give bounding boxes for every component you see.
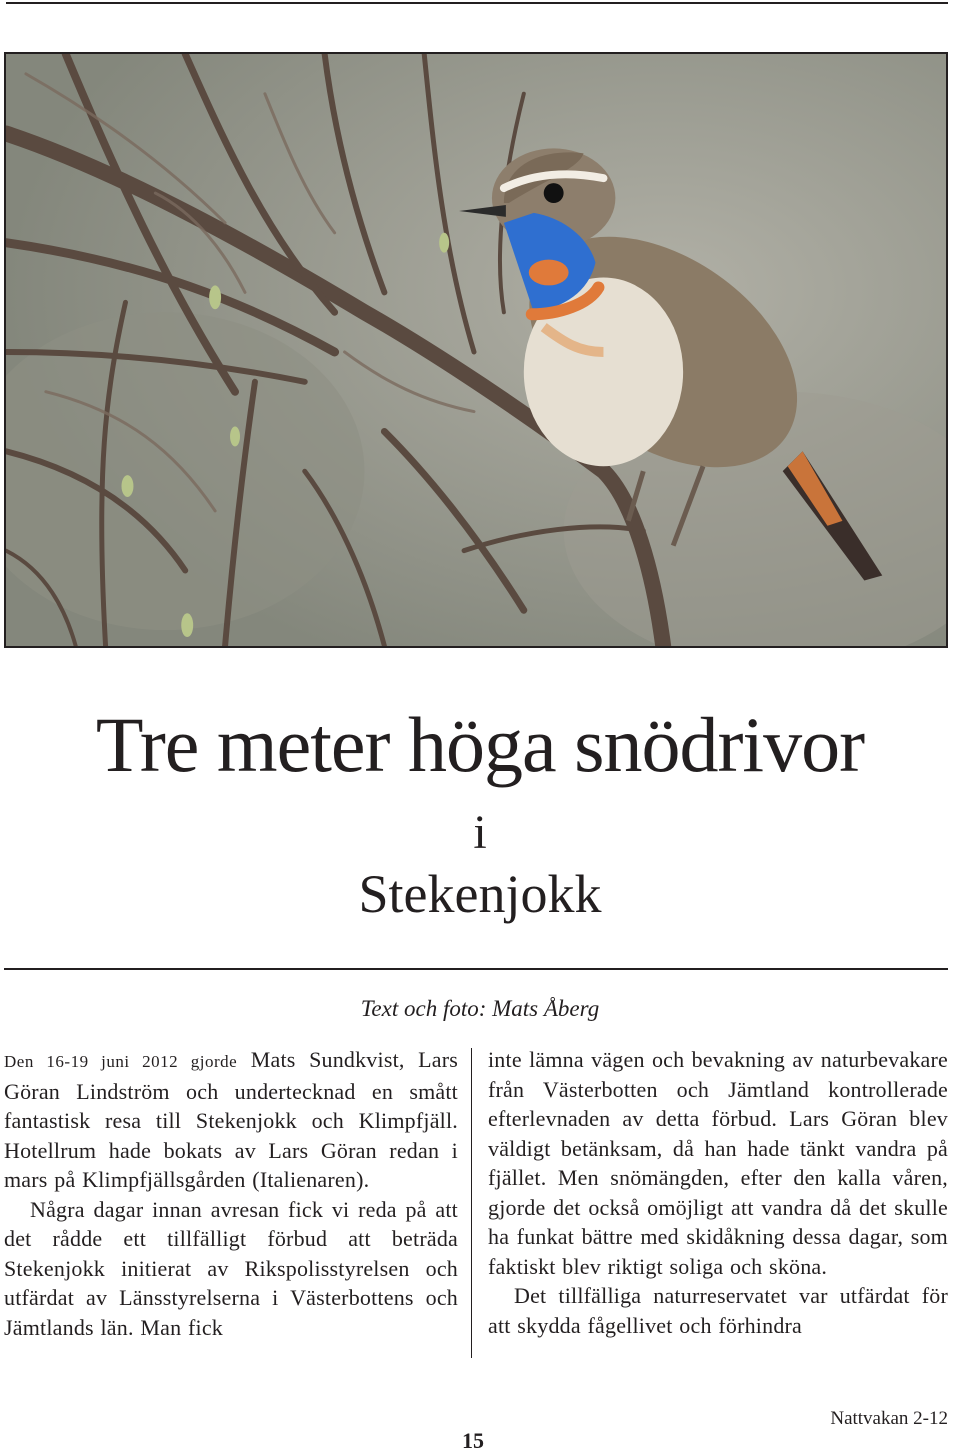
paragraph: Några dagar innan avresan fick vi reda på att det rådde ett tillfälligt förbud att beträda Stekenjokk initierat av Rikspolisstyrelsen och utfärdat av Länsstyrelserna i Västerbottens och Jämtlands län. Man fick xyxy=(4,1196,458,1340)
paragraph: Det tillfälliga naturreservatet var utfärdat för att skydda fågellivet och förhindra xyxy=(488,1283,948,1338)
right-column xyxy=(488,1045,948,1340)
lead-text: Mats Sundkvist, Lars Göran Lindström och undertecknad en smått fantastisk resa till Stekenjokk och Klimpfjäll. Hotellrum hade bokats av Lars Göran redan i mars på Klimpfjällsgården (Italienaren). xyxy=(4,1047,459,1192)
paragraph: inte lämna vägen och bevakning av naturbevakare från Västerbotten och Jämtland kontrollerade efterlevnaden av detta förbud. Lars Göran blev väldigt betänksam, då han hade tänkt vandra på fjället. Men snömängden, efter den kalla våren, gjorde det också omöjligt att vandra då det skulle ha funkat bättre med skidåkning dessa dagar, som faktiskt blev riktigt soliga och sköna. xyxy=(488,1047,948,1279)
page-number: 15 xyxy=(462,1428,484,1453)
lead-smallcaps: Den 16-19 juni 2012 gjorde xyxy=(4,1052,238,1071)
article-title-place: Stekenjokk xyxy=(358,864,602,924)
byline: Text och foto: Mats Åberg xyxy=(360,996,600,1021)
lead-paragraph xyxy=(4,1045,458,1195)
article-title-connector: i xyxy=(473,806,487,859)
bluethroat-photo xyxy=(4,52,948,648)
title-rule xyxy=(4,968,948,970)
article-title: Tre meter höga snödrivor xyxy=(95,701,865,788)
column-divider xyxy=(471,1048,472,1358)
bird-illustration xyxy=(6,54,946,646)
top-rule xyxy=(6,2,948,4)
publication-name: Nattvakan 2-12 xyxy=(830,1408,948,1429)
left-column xyxy=(4,1045,458,1342)
